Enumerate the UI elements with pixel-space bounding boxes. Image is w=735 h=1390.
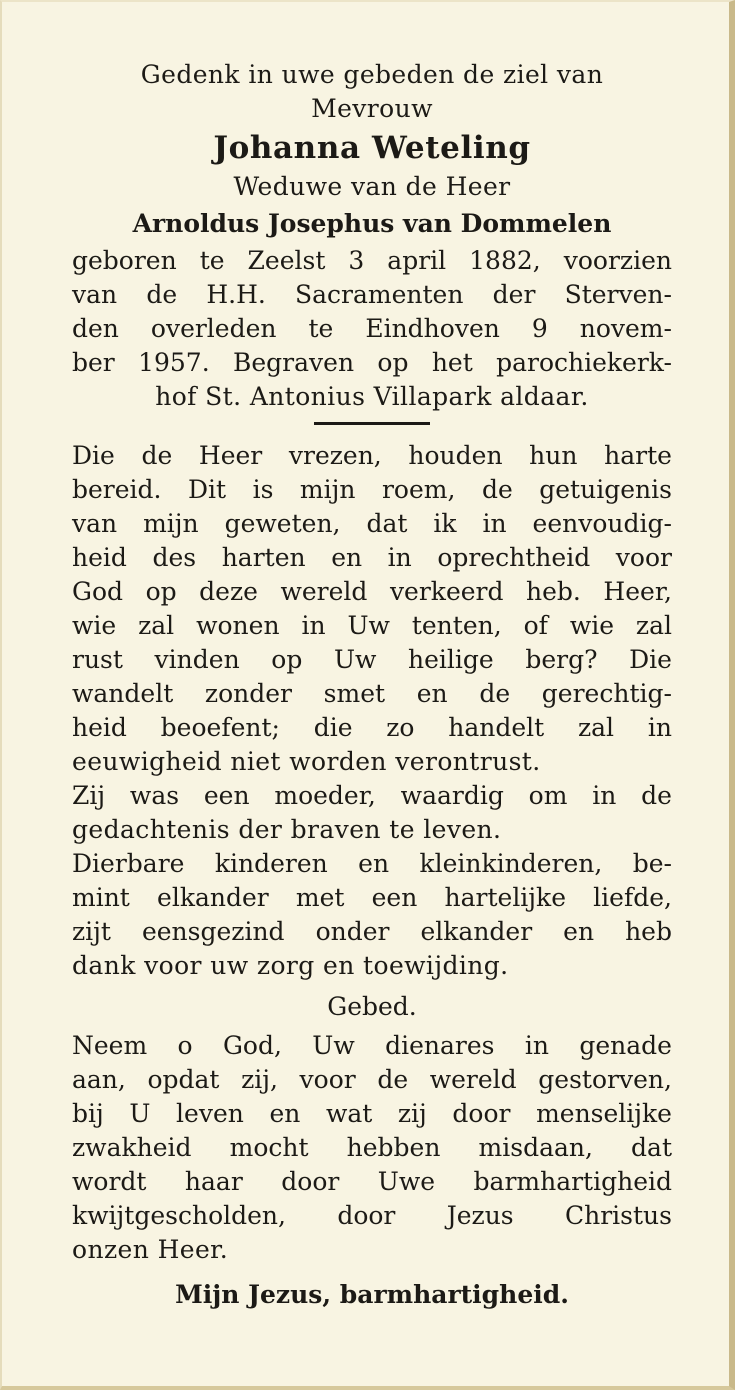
text-line: [72, 507, 672, 541]
prayer-line: [72, 1131, 672, 1165]
text-line: [72, 915, 672, 949]
word: voorzien: [563, 246, 672, 275]
word: zal: [635, 611, 672, 640]
word: en: [563, 917, 595, 946]
divider-rule: [314, 422, 430, 425]
word: beoefent;: [160, 713, 280, 742]
word: Dierbare: [72, 849, 185, 878]
word: voor: [615, 543, 672, 572]
word: houden: [408, 441, 503, 470]
word: een: [203, 781, 250, 810]
word: in: [301, 611, 326, 640]
prayer-heading: Gebed.: [327, 992, 417, 1021]
word: heid: [72, 713, 127, 742]
word: wie: [72, 611, 117, 640]
word: Uw: [312, 1031, 355, 1060]
word: rust: [72, 645, 123, 674]
word: ber: [72, 348, 115, 377]
word: getuigenis: [539, 475, 672, 504]
word: te: [199, 246, 225, 275]
word: o: [177, 1031, 193, 1060]
word: menselijke: [536, 1099, 672, 1128]
word: Zij: [72, 781, 106, 810]
word: Uwe: [377, 1167, 436, 1196]
prayer-line: [72, 1199, 672, 1233]
word: dienares: [385, 1031, 495, 1060]
bio-line: [72, 244, 672, 278]
word: de: [377, 1065, 409, 1094]
prayer-line: [72, 1097, 672, 1131]
word: in: [387, 543, 412, 572]
word: Die: [72, 441, 115, 470]
word: zijt: [72, 917, 111, 946]
word: roem,: [381, 475, 456, 504]
word: aan,: [72, 1065, 126, 1094]
word: eenvoudig-: [532, 509, 672, 538]
word: kwijtgescholden,: [72, 1201, 286, 1230]
word: de: [479, 679, 511, 708]
word: 9: [531, 314, 548, 343]
card-content: [72, 58, 672, 1317]
word: Uw: [333, 645, 377, 674]
text-line: [72, 643, 672, 677]
word: Sterven-: [564, 280, 672, 309]
bio-last-line: hof St. Antonius Villapark aldaar.: [155, 382, 589, 411]
word: in: [482, 509, 507, 538]
word: zwakheid: [72, 1133, 192, 1162]
word: God: [72, 577, 124, 606]
word: genade: [579, 1031, 672, 1060]
word: novem-: [579, 314, 672, 343]
word: die: [313, 713, 353, 742]
text-line: [72, 881, 672, 915]
word: gerechtig-: [541, 679, 672, 708]
text-line: [72, 473, 672, 507]
word: op: [145, 577, 177, 606]
word: smet: [323, 679, 386, 708]
word: is: [252, 475, 274, 504]
word: bij: [72, 1099, 104, 1128]
word: hartelijke: [444, 883, 566, 912]
word: zij,: [241, 1065, 278, 1094]
word: parochiekerk-: [496, 348, 672, 377]
word: eensgezind: [141, 917, 285, 946]
word: in: [524, 1031, 549, 1060]
word: 3: [348, 246, 365, 275]
word: Eindhoven: [365, 314, 500, 343]
text-line-end: eeuwigheid niet worden verontrust.: [72, 747, 541, 776]
word: heid: [72, 543, 127, 572]
word: kinderen: [214, 849, 328, 878]
prayer-text: [72, 1029, 672, 1267]
scripture-text: [72, 439, 672, 983]
word: om: [528, 781, 568, 810]
word: berg?: [525, 645, 598, 674]
prayer-line: [72, 1165, 672, 1199]
word: van: [72, 280, 118, 309]
word: U: [129, 1099, 151, 1128]
husband-name: Arnoldus Josephus van Dommelen: [132, 209, 612, 238]
text-line-end: gedachtenis der braven te leven.: [72, 815, 502, 844]
word: en: [416, 679, 448, 708]
word: voor: [299, 1065, 356, 1094]
word: leven: [176, 1099, 244, 1128]
word: wordt: [72, 1167, 147, 1196]
word: vrezen,: [288, 441, 382, 470]
word: dat: [366, 509, 408, 538]
word: hebben: [346, 1133, 441, 1162]
word: zonder: [204, 679, 292, 708]
text-line: [72, 677, 672, 711]
word: kleinkinderen,: [419, 849, 603, 878]
word: tenten,: [411, 611, 502, 640]
word: of: [523, 611, 548, 640]
word: april: [387, 246, 447, 275]
word: een: [371, 883, 418, 912]
word: opdat: [147, 1065, 220, 1094]
word: in: [647, 713, 672, 742]
word: het: [431, 348, 473, 377]
word: vinden: [154, 645, 240, 674]
intro-line: Gedenk in uwe gebeden de ziel van: [140, 60, 604, 89]
word: zal: [138, 611, 175, 640]
word: met: [295, 883, 345, 912]
prayer-line: [72, 1063, 672, 1097]
text-line-end: dank voor uw zorg en toewijding.: [72, 951, 509, 980]
word: wandelt: [72, 679, 174, 708]
word: zal: [577, 713, 615, 742]
word: Heer: [198, 441, 263, 470]
word: liefde,: [593, 883, 672, 912]
word: deze: [199, 577, 258, 606]
word: de: [141, 441, 173, 470]
word: des: [152, 543, 197, 572]
closing-invocation: Mijn Jezus, barmhartigheid.: [175, 1280, 569, 1309]
word: elkander: [157, 883, 269, 912]
word: en: [358, 849, 390, 878]
word: handelt: [448, 713, 545, 742]
word: gestorven,: [538, 1065, 672, 1094]
word: H.H.: [206, 280, 266, 309]
bio-line: [72, 312, 672, 346]
word: wat: [325, 1099, 373, 1128]
word: God,: [222, 1031, 282, 1060]
text-line: [72, 575, 672, 609]
word: oprechtheid: [437, 543, 591, 572]
word: Uw: [347, 611, 390, 640]
word: Heer,: [603, 577, 672, 606]
word: harten: [221, 543, 306, 572]
word: Zeelst: [247, 246, 326, 275]
word: geweten,: [224, 509, 341, 538]
word: was: [129, 781, 180, 810]
biography: [72, 244, 672, 414]
word: verkeerd: [389, 577, 504, 606]
word: de: [146, 280, 178, 309]
word: overleden: [150, 314, 277, 343]
word: onder: [315, 917, 390, 946]
word: bereid.: [72, 475, 162, 504]
word: in: [592, 781, 617, 810]
prayer-line-end: onzen Heer.: [72, 1235, 229, 1264]
word: de: [641, 781, 672, 810]
word: den: [72, 314, 119, 343]
word: van: [72, 509, 118, 538]
word: Sacramenten: [295, 280, 464, 309]
word: mijn: [143, 509, 199, 538]
word: heilige: [408, 645, 494, 674]
word: harte: [604, 441, 672, 470]
word: wereld: [429, 1065, 517, 1094]
word: de: [481, 475, 513, 504]
prayer-line: [72, 1029, 672, 1063]
word: mocht: [229, 1133, 309, 1162]
bio-line: [72, 278, 672, 312]
word: moeder,: [274, 781, 376, 810]
text-line: [72, 779, 672, 813]
word: Neem: [72, 1031, 148, 1060]
word: 1882,: [469, 246, 541, 275]
word: mint: [72, 883, 130, 912]
word: wie: [569, 611, 615, 640]
text-line: [72, 711, 672, 745]
word: mijn: [299, 475, 356, 504]
word: wereld: [280, 577, 368, 606]
deceased-name: Johanna Weteling: [213, 130, 531, 166]
word: en: [331, 543, 363, 572]
word: Christus: [564, 1201, 672, 1230]
widow-line: Weduwe van de Heer: [233, 172, 511, 201]
word: wonen: [196, 611, 280, 640]
text-line: [72, 439, 672, 473]
word: der: [492, 280, 536, 309]
word: waardig: [400, 781, 504, 810]
word: dat: [631, 1133, 672, 1162]
word: geboren: [72, 246, 177, 275]
word: Die: [629, 645, 672, 674]
bio-line: [72, 346, 672, 380]
text-line: [72, 847, 672, 881]
word: ik: [433, 509, 457, 538]
word: op: [271, 645, 303, 674]
word: heb.: [526, 577, 581, 606]
word: elkander: [420, 917, 533, 946]
word: hun: [529, 441, 578, 470]
word: Jezus: [446, 1201, 514, 1230]
word: op: [377, 348, 409, 377]
word: door: [452, 1099, 511, 1128]
word: en: [269, 1099, 301, 1128]
word: be-: [632, 849, 672, 878]
word: te: [308, 314, 334, 343]
word: zo: [386, 713, 415, 742]
word: door: [337, 1201, 396, 1230]
title-mevrouw: Mevrouw: [311, 94, 433, 123]
word: 1957.: [138, 348, 210, 377]
word: Dit: [188, 475, 227, 504]
text-line: [72, 541, 672, 575]
word: barmhartigheid: [473, 1167, 672, 1196]
word: misdaan,: [478, 1133, 593, 1162]
word: heb: [625, 917, 672, 946]
word: haar: [184, 1167, 243, 1196]
text-line: [72, 609, 672, 643]
word: Begraven: [233, 348, 355, 377]
word: zij: [397, 1099, 427, 1128]
word: door: [281, 1167, 340, 1196]
